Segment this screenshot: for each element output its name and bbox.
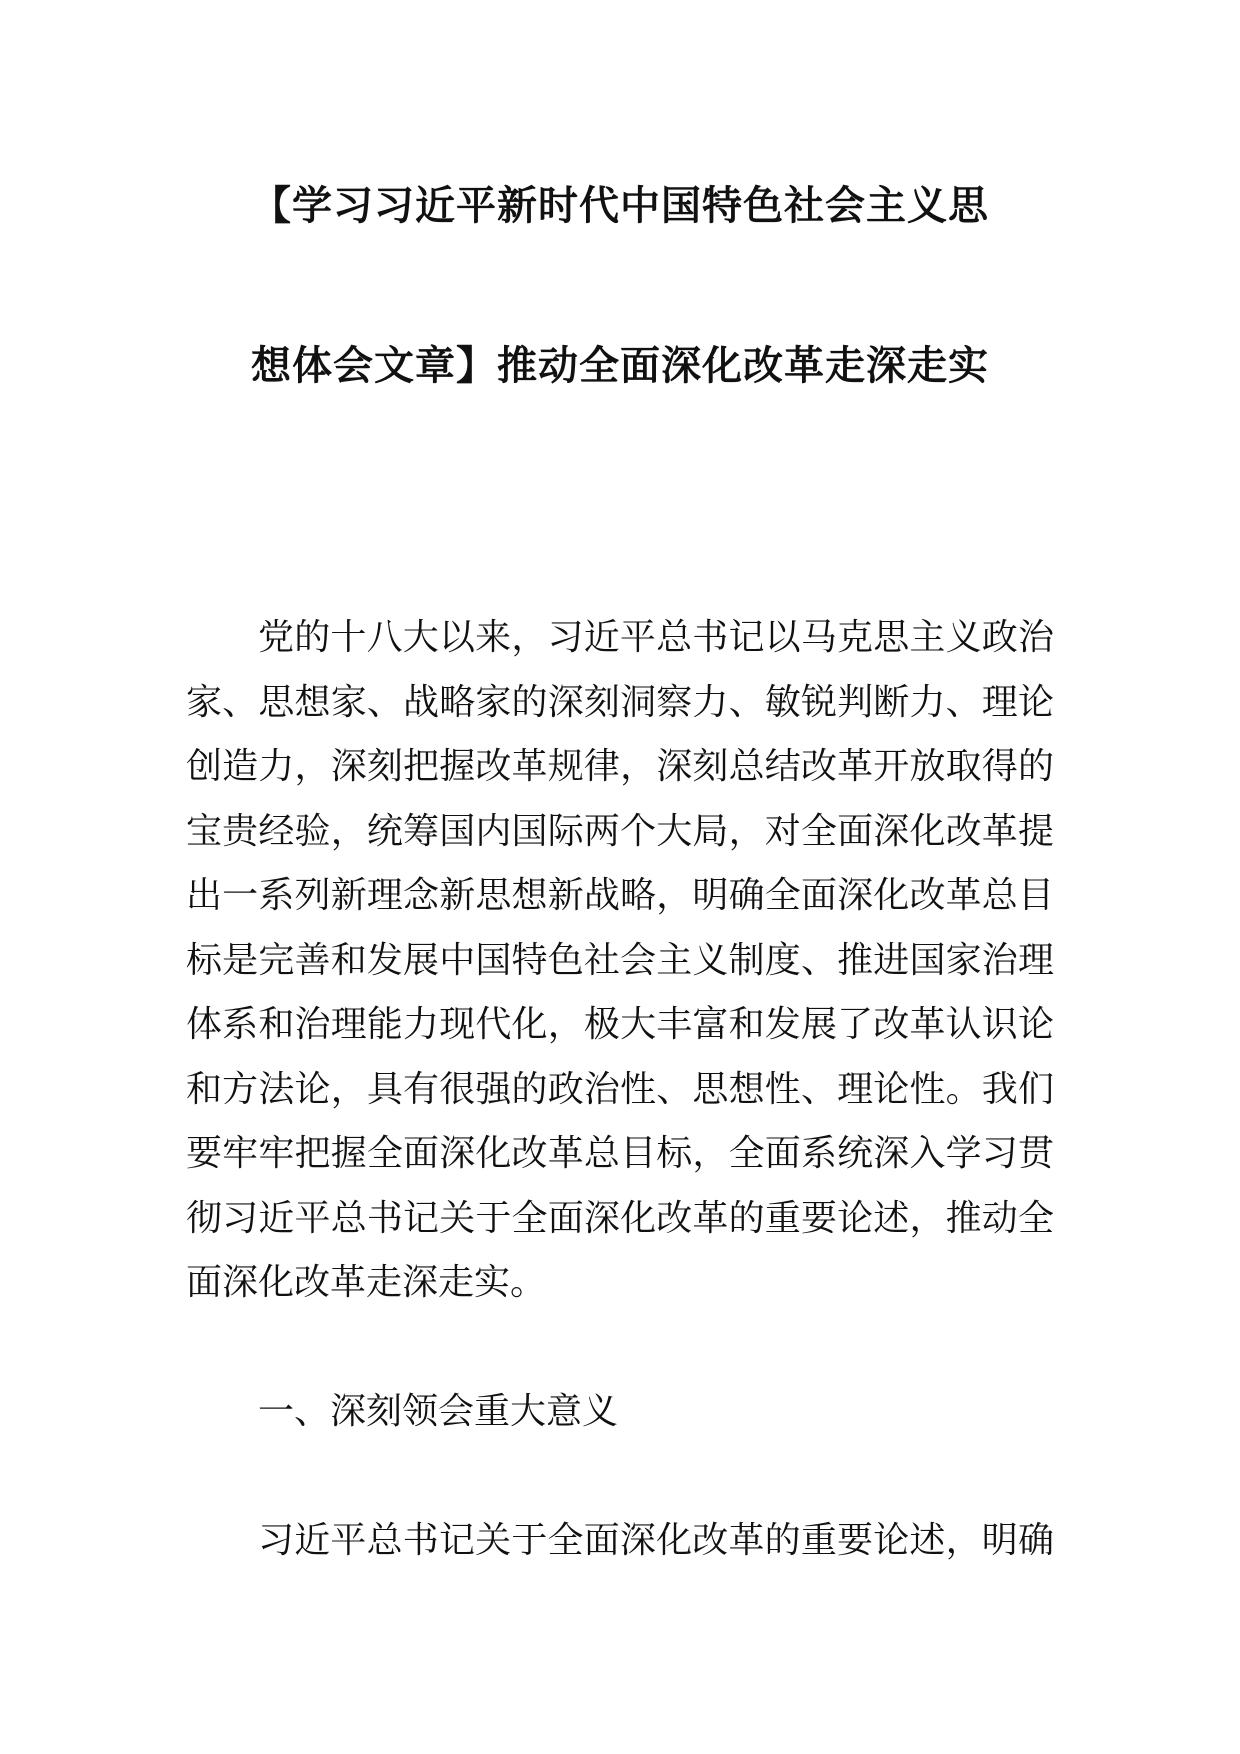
- document-body: [186, 606, 1054, 1574]
- document-title: [150, 178, 1090, 394]
- section-heading-1: 一、深刻领会重大意义: [258, 1391, 619, 1432]
- paragraph-1-line: 标是完善和发展中国特色社会主义制度、推进国家治理: [186, 939, 1054, 981]
- paragraph-1-line: 家、思想家、战略家的深刻洞察力、敏锐判断力、理论: [186, 681, 1054, 723]
- paragraph-1-last-line: 面深化改革走深走实。: [186, 1262, 547, 1303]
- paragraph-spacer: [186, 1445, 1054, 1510]
- paragraph-1-line: 宝贵经验，统筹国内国际两个大局，对全面深化改革提: [186, 810, 1054, 852]
- paragraph-1-line: 要牢牢把握全面深化改革总目标，全面系统深入学习贯: [186, 1133, 1054, 1174]
- paragraph-1-line: 和方法论，具有很强的政治性、思想性、理论性。我们: [186, 1068, 1054, 1110]
- paragraph-1-line: 创造力，深刻把握改革规律，深刻总结改革开放取得的: [186, 746, 1054, 787]
- paragraph-1-line: 体系和治理能力现代化，极大丰富和发展了改革认识论: [186, 1004, 1054, 1045]
- paragraph-2-line: 习近平总书记关于全面深化改革的重要论述，明确: [258, 1520, 1054, 1561]
- title-line-1: 【学习习近平新时代中国特色社会主义思: [251, 183, 989, 229]
- paragraph-spacer: [186, 1316, 1054, 1381]
- paragraph-1-line: 出一系列新理念新思想新战略，明确全面深化改革总目: [186, 875, 1054, 916]
- paragraph-1-line: 党的十八大以来，习近平总书记以马克思主义政治: [258, 617, 1054, 658]
- paragraph-1-line: 彻习近平总书记关于全面深化改革的重要论述，推动全: [186, 1197, 1054, 1239]
- title-line-2: 想体会文章】推动全面深化改革走深走实: [251, 343, 989, 389]
